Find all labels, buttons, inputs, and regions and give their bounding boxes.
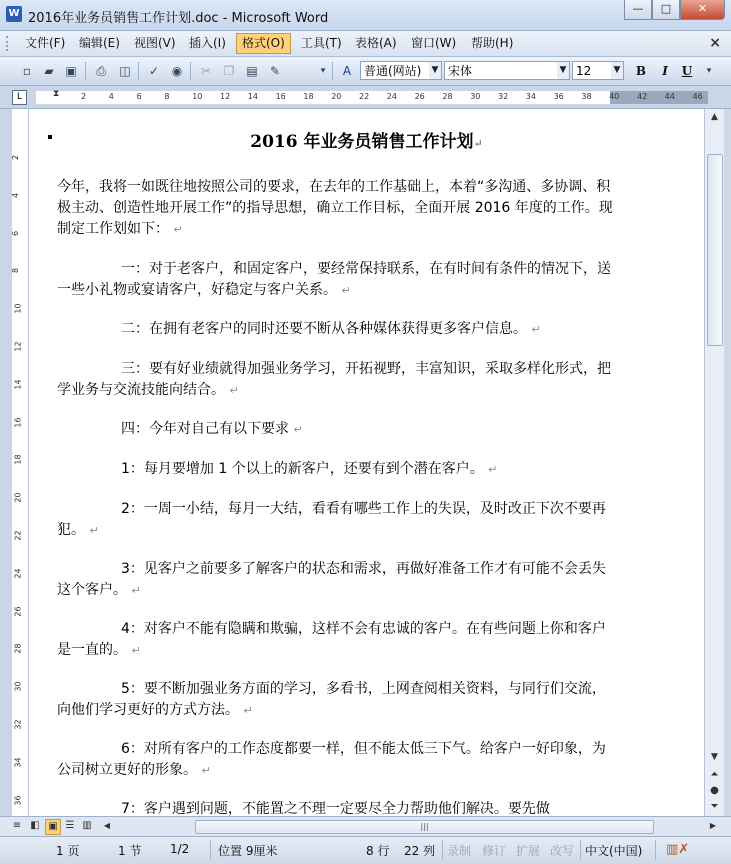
paragraph-mark: ↵ <box>293 423 303 436</box>
ruler-tick-label: 30 <box>470 92 481 101</box>
paragraph-mark: ↵ <box>89 524 99 537</box>
status-line: 8 行 <box>366 844 390 858</box>
document-close-icon[interactable]: × <box>709 35 721 51</box>
ruler-tick-label: 32 <box>498 92 509 101</box>
vruler-tick-label: 24 <box>13 568 23 579</box>
ruler-tick-label: 6 <box>136 92 142 101</box>
menu-help[interactable]: 帮助(H) <box>471 36 514 50</box>
bold-button[interactable]: B <box>635 64 647 78</box>
vruler-tick-label: 22 <box>13 530 23 541</box>
paragraph-mark: ↵ <box>229 384 239 397</box>
document-paragraph[interactable] <box>57 177 613 240</box>
paragraph-text: 一：对于老客户，和固定客户，要经常保持联系，在有时间有条件的情况下，送一些小礼物或宴请客户，好稳定与客户关系。 <box>57 261 611 298</box>
status-language[interactable]: 中文(中国) <box>585 844 643 858</box>
word-app-icon[interactable]: W <box>6 6 22 22</box>
paragraph-mark: ↵ <box>341 284 351 297</box>
ruler-tick-label: 16 <box>275 92 286 101</box>
title-bar <box>0 0 731 31</box>
web-view-icon[interactable]: ◧ <box>30 820 40 831</box>
paragraph-mark: ↵ <box>488 463 498 476</box>
print-layout-view-icon[interactable]: ▣ <box>45 819 61 835</box>
indent-marker-icon[interactable]: ⧗ <box>53 89 60 99</box>
vruler-tick-label: 20 <box>13 492 23 503</box>
horizontal-ruler[interactable] <box>0 86 731 109</box>
browse-object-icon[interactable]: ● <box>710 785 719 796</box>
ruler-tick-label: 10 <box>192 92 203 101</box>
vruler-tick-label: 10 <box>13 303 23 314</box>
window-title: 2016年业务员销售工作计划.doc - Microsoft Word <box>28 11 329 26</box>
paragraph-text: 4：对客户不能有隐瞒和欺骗，这样不会有忠诚的客户。在有些问题上你和客户是一直的。 <box>57 621 606 658</box>
ruler-tick-label: 26 <box>414 92 425 101</box>
menu-file[interactable]: 文件(F) <box>25 36 66 50</box>
toolbar-options-icon[interactable]: ▾ <box>320 66 326 76</box>
ruler-tick-label: 18 <box>303 92 314 101</box>
ruler-tick-label: 8 <box>164 92 170 101</box>
scroll-thumb[interactable] <box>707 154 723 346</box>
paragraph-mark: ↵ <box>131 644 141 657</box>
chevron-down-icon[interactable]: ▼ <box>557 62 569 79</box>
ruler-tick-label: 34 <box>525 92 536 101</box>
menu-table[interactable]: 表格(A) <box>355 36 397 50</box>
menu-edit[interactable]: 编辑(E) <box>79 36 120 50</box>
vruler-tick-label: 8 <box>11 268 21 274</box>
ruler-tick-label: 46 <box>692 92 703 101</box>
status-bar <box>0 836 731 864</box>
paste-icon[interactable]: ▤ <box>246 64 258 78</box>
document-paragraph[interactable] <box>57 619 613 661</box>
copy-icon[interactable]: ❐ <box>223 64 235 78</box>
horizontal-scrollbar[interactable] <box>0 816 731 836</box>
format-painter-icon[interactable]: ✎ <box>269 64 281 78</box>
status-position: 位置 9厘米 <box>218 844 278 858</box>
vruler-tick-label: 6 <box>11 230 21 236</box>
tab-selector[interactable]: L <box>12 90 27 105</box>
paragraph-mark: ↵ <box>531 323 541 336</box>
vruler-tick-label: 34 <box>13 757 23 768</box>
status-overtype[interactable]: 改写 <box>550 844 575 858</box>
paragraph-text: 6：对所有客户的工作态度都要一样，但不能太低三下气。给客户一好印象，为公司树立更好的形象。 <box>57 741 606 778</box>
ruler-tick-label: 12 <box>220 92 231 101</box>
document-paragraph[interactable] <box>57 559 613 601</box>
vruler-tick-label: 32 <box>13 719 23 730</box>
italic-button[interactable]: I <box>662 64 668 78</box>
vruler-tick-label: 16 <box>13 417 23 428</box>
paragraph-text: 7：客户遇到问题，不能置之不理一定要尽全力帮助他们解决。要先做 <box>121 801 550 816</box>
document-paragraph[interactable] <box>57 259 613 301</box>
font-size-value: 12 <box>576 64 592 78</box>
menu-format[interactable]: 格式(O) <box>236 33 291 54</box>
print-icon[interactable]: ⎙ <box>96 64 106 78</box>
paragraph-mark: ↵ <box>173 223 183 236</box>
document-paragraph[interactable] <box>57 799 613 816</box>
document-paragraph[interactable] <box>57 679 613 721</box>
status-page: 1 页 <box>56 844 80 858</box>
scroll-right-icon[interactable]: ▶ <box>709 821 717 830</box>
underline-button[interactable]: U <box>681 64 693 78</box>
ruler-tick-label: 14 <box>247 92 258 101</box>
new-document-icon[interactable]: ▫ <box>22 64 32 78</box>
vertical-scrollbar[interactable] <box>704 109 724 816</box>
status-page-count: 1/2 <box>170 842 190 856</box>
document-paragraph[interactable] <box>57 419 613 440</box>
paragraph-text: 3：见客户之前要多了解客户的状态和需求，再做好准备工作才有可能不会丢失这个客户。 <box>57 561 606 598</box>
normal-view-icon[interactable]: ≡ <box>12 820 22 831</box>
horizontal-scroll-thumb[interactable]: ||| <box>195 820 654 834</box>
paragraph-text: 2：一周一小结，每月一大结，看看有哪些工作上的失误，及时改正下次不要再犯。 <box>57 501 606 538</box>
document-paragraph[interactable] <box>57 319 613 340</box>
status-track[interactable]: 修订 <box>482 844 507 858</box>
menu-tools[interactable]: 工具(T) <box>301 36 342 50</box>
ruler-tick-label: 24 <box>386 92 397 101</box>
status-section: 1 节 <box>118 844 142 858</box>
vruler-tick-label: 14 <box>13 379 23 390</box>
paragraph-text: 四：今年对自己有以下要求 <box>121 421 289 437</box>
print-preview-icon[interactable]: ◫ <box>119 64 131 78</box>
spelling-status-icon[interactable]: ▥✗ <box>666 842 690 857</box>
paragraph-text: 二：在拥有老客户的同时还要不断从各种媒体获得更多客户信息。 <box>121 321 527 337</box>
menu-view[interactable]: 视图(V) <box>134 36 176 50</box>
paragraph-mark: ↵ <box>201 764 211 777</box>
styles-pane-icon[interactable]: A <box>342 64 352 78</box>
ruler-tick-label: 2 <box>81 92 87 101</box>
ruler-tick-label: 22 <box>359 92 370 101</box>
style-select[interactable] <box>360 61 442 80</box>
vruler-tick-label: 18 <box>13 454 23 465</box>
cut-icon[interactable]: ✂ <box>200 64 212 78</box>
chevron-down-icon[interactable]: ▼ <box>611 62 623 79</box>
paragraph-text: 1：每月要增加 1 个以上的新客户，还要有到个潜在客户。 <box>121 461 484 477</box>
vruler-tick-label: 36 <box>13 795 23 806</box>
previous-page-icon[interactable]: ⏶ <box>710 769 719 780</box>
font-value: 宋体 <box>448 64 473 78</box>
document-paragraph[interactable] <box>57 359 613 401</box>
menu-window[interactable]: 窗口(W) <box>411 36 457 50</box>
research-icon[interactable]: ◉ <box>171 64 183 78</box>
ruler-tick-label: 20 <box>331 92 342 101</box>
document-paragraph[interactable] <box>57 499 613 541</box>
document-page[interactable] <box>29 109 704 816</box>
save-icon[interactable]: ▣ <box>65 64 77 78</box>
ruler-tick-label: 42 <box>637 92 648 101</box>
vertical-ruler[interactable] <box>12 109 29 816</box>
vruler-tick-label: 4 <box>11 192 21 198</box>
vruler-tick-label: 12 <box>13 341 23 352</box>
status-extend[interactable]: 扩展 <box>516 844 541 858</box>
maximize-button[interactable]: □ <box>652 0 680 20</box>
document-paragraph[interactable] <box>57 739 613 781</box>
vruler-tick-label: 30 <box>13 681 23 692</box>
ruler-tick-label: 40 <box>609 92 620 101</box>
style-value: 普通(网站) <box>364 64 422 78</box>
scroll-left-icon[interactable]: ◀ <box>103 821 111 830</box>
ruler-tick-label: 36 <box>553 92 564 101</box>
paragraph-text: 5：要不断加强业务方面的学习，多看书，上网查阅相关资料，与同行们交流，向他们学习更好的方式方法。 <box>57 681 606 718</box>
close-window-button[interactable]: ✕ <box>680 0 725 20</box>
document-title: 2016 年业务员销售工作计划↵ <box>250 132 483 152</box>
menu-insert[interactable]: 插入(I) <box>189 36 226 50</box>
paragraph-mark: ↵ <box>243 704 253 717</box>
minimize-button[interactable]: — <box>624 0 652 20</box>
ruler-tick-label: 38 <box>581 92 592 101</box>
ruler-tick-label: 28 <box>442 92 453 101</box>
font-size-select[interactable] <box>572 61 624 80</box>
menu-bar <box>0 31 731 57</box>
next-page-icon[interactable]: ⏷ <box>710 801 719 812</box>
scroll-up-icon[interactable]: ▲ <box>711 112 718 122</box>
font-select[interactable] <box>444 61 570 80</box>
outline-view-icon[interactable]: ☰ <box>65 820 75 831</box>
toolbar-options-icon[interactable]: ▾ <box>706 66 712 76</box>
vruler-tick-label: 28 <box>13 643 23 654</box>
scroll-down-icon[interactable]: ▼ <box>711 752 718 762</box>
vruler-tick-label: 26 <box>13 606 23 617</box>
open-folder-icon[interactable]: ▰ <box>44 64 54 78</box>
status-column: 22 列 <box>404 844 436 858</box>
spelling-icon[interactable]: ✓ <box>148 64 160 78</box>
paragraph-text: 三：要有好业绩就得加强业务学习，开拓视野，丰富知识，采取多样化形式，把学业务与交流技能向结合。 <box>57 361 611 398</box>
chevron-down-icon[interactable]: ▼ <box>429 62 441 79</box>
paragraph-mark: ↵ <box>131 584 141 597</box>
vruler-tick-label: 2 <box>11 154 21 161</box>
reading-view-icon[interactable]: ▥ <box>82 820 92 831</box>
formatting-toolbar <box>0 57 731 86</box>
status-rec[interactable]: 录制 <box>447 844 472 858</box>
document-paragraph[interactable] <box>57 459 613 480</box>
paragraph-text: 今年，我将一如既往地按照公司的要求，在去年的工作基础上，本着“多沟通、多协调、积极主动、创造性地开展工作”的指导思想，确立工作目标，全面开展 2016 年度的工作。现制定工作划如下： <box>57 179 613 237</box>
ruler-tick-label: 4 <box>108 92 114 101</box>
menu-grip[interactable] <box>6 36 11 51</box>
ruler-tick-label: 44 <box>664 92 675 101</box>
